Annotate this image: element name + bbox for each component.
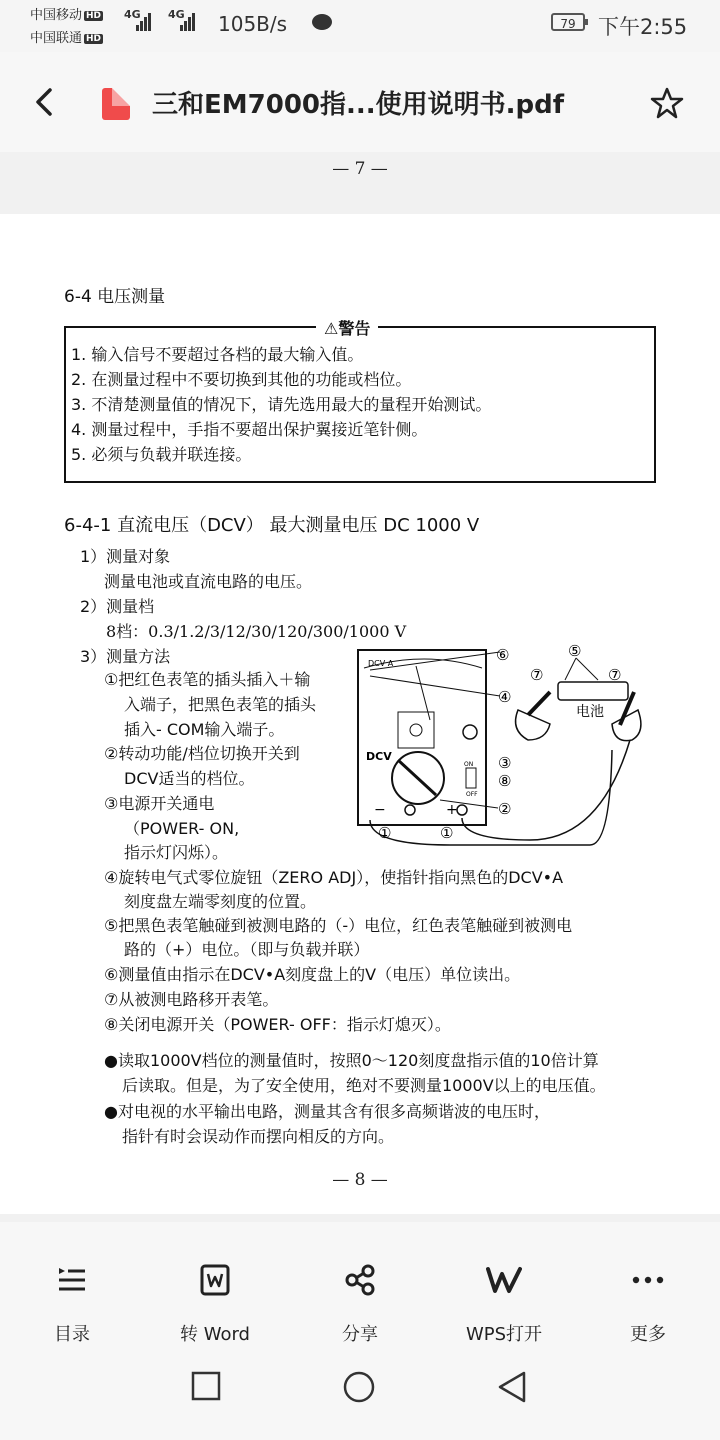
zero-adj-box [398, 712, 434, 748]
warning-list [71, 342, 491, 467]
word-doc-icon [200, 1264, 230, 1296]
hd-badge: HD [86, 34, 102, 44]
step-line: ⑧关闭电源开关（POWER- OFF：指示灯熄灭）。 [104, 1015, 451, 1034]
note-line: ●对电视的水平输出电路，测量其含有很多高频谐波的电压时， [104, 1102, 550, 1121]
subsection-title: 6-4-1 直流电压（DCV） 最大测量电压 DC 1000 V [64, 515, 480, 536]
zero-adj-knob [410, 724, 422, 736]
toc-button[interactable] [17, 1262, 127, 1346]
network-speed: 105B/s [218, 12, 288, 36]
status-bar [0, 0, 720, 52]
more-button[interactable] [593, 1262, 703, 1346]
share-label: 分享 [342, 1324, 378, 1345]
carrier-2: 中国联通 HD [30, 31, 102, 46]
signal-icon [180, 12, 196, 31]
callout-number: ⑧ [498, 772, 512, 790]
more-dots-icon [632, 1276, 664, 1284]
probe-black [528, 692, 550, 715]
network-type-2: 4G [168, 8, 185, 21]
step-line: ④旋转电气式零位旋钮（ZERO ADJ），使指针指向黑色的DCV•A [104, 868, 564, 887]
step-line: ②转动功能/档位切换开关到 [104, 744, 300, 763]
item-2-text: 8档：0.3/1.2/3/12/30/120/300/1000 V [106, 622, 407, 641]
step-line: DCV适当的档位。 [124, 769, 255, 788]
share-button[interactable] [305, 1262, 415, 1346]
item-1-text: 测量电池或直流电路的电压。 [104, 572, 313, 591]
hd-badge: HD [86, 11, 102, 21]
callout-number: ⑦ [530, 666, 544, 684]
callout-number: ④ [498, 688, 512, 706]
document-title: 三和EM7000指...使用说明书.pdf [152, 90, 565, 120]
step-line: （POWER- ON, [124, 819, 240, 838]
network-type-1: 4G [124, 8, 141, 21]
step-line: ⑦从被测电路移开表笔。 [104, 990, 279, 1009]
share-icon [344, 1264, 376, 1296]
home-icon[interactable] [342, 1370, 376, 1404]
probe-red [620, 692, 634, 725]
diagram-label: 电池 [576, 704, 604, 720]
callout-number: ⑦ [608, 666, 622, 684]
warning-item: 2. 在测量过程中不要切换到其他的功能或档位。 [71, 370, 412, 389]
diagram-label: − [374, 802, 386, 818]
clock: 下午2:55 [598, 15, 688, 39]
step-line: 路的（+）电位。（即与负载并联） [124, 940, 370, 959]
section-title: 6-4 电压测量 [64, 287, 166, 307]
diagram-label: DCV [366, 750, 392, 763]
callout-number: ⑥ [496, 646, 510, 664]
toc-label: 目录 [54, 1324, 90, 1345]
diagram-label: OFF [466, 791, 478, 798]
step-line: ③电源开关通电 [104, 794, 215, 813]
step-line: ⑥测量值由指示在DCV•A刻度盘上的V（电压）单位读出。 [104, 965, 521, 984]
callout-number: ② [498, 800, 512, 818]
page-number-bottom: — 8 — [332, 1170, 388, 1190]
battery-shape [558, 682, 628, 700]
step-line: 刻度盘左端零刻度的位置。 [124, 892, 317, 911]
star-icon[interactable] [650, 86, 684, 120]
step-line: 入端子，把黑色表笔的插头 [124, 695, 317, 714]
more-label: 更多 [630, 1324, 666, 1345]
leader-4 [370, 676, 500, 696]
callout-number: ① [440, 824, 454, 842]
leader-5 [565, 658, 576, 680]
led-indicator [463, 725, 477, 739]
recent-apps-icon[interactable] [190, 1370, 222, 1402]
back-nav-icon[interactable] [496, 1370, 528, 1404]
pdf-file-icon [102, 88, 130, 120]
diagram-label: + [446, 802, 458, 818]
wps-logo-icon [486, 1266, 522, 1294]
warning-item: 3. 不清楚测量值的情况下，请先选用最大的量程开始测试。 [71, 395, 492, 414]
com-terminal [405, 805, 415, 815]
page-number-top: — 7 — [332, 159, 388, 179]
callout-number: ③ [498, 754, 512, 772]
plus-terminal [457, 805, 467, 815]
bottom-toolbar [0, 1222, 720, 1440]
warning-item: 4. 测量过程中，手指不要超出保护翼接近笔针侧。 [71, 420, 428, 439]
diagram-label: ON [464, 761, 474, 768]
message-icon [312, 14, 332, 30]
to-word-button[interactable] [160, 1262, 270, 1346]
callout-number: ① [378, 824, 392, 842]
step-line: ①把红色表笔的插头插入＋输 [104, 670, 311, 689]
back-arrow-icon[interactable] [30, 82, 60, 122]
note-line: 后读取。但是，为了安全使用，绝对不要测量1000V以上的电压值。 [122, 1076, 606, 1095]
step-line: ⑤把黑色表笔触碰到被测电路的（-）电位，红色表笔触碰到被测电 [104, 916, 573, 935]
multimeter-diagram [350, 640, 680, 850]
item-2-label: 2）测量档 [80, 597, 155, 616]
battery-icon: 79 [551, 13, 585, 31]
power-switch [466, 768, 476, 788]
knob-pointer [398, 760, 436, 795]
step-line: 指示灯闪烁）。 [124, 843, 229, 862]
item-3-label: 3）测量方法 [80, 647, 171, 666]
wps-open-button[interactable] [449, 1262, 559, 1346]
warning-item: 5. 必须与负载并联连接。 [71, 445, 252, 464]
note-line: 指针有时会误动作而摆向相反的方向。 [122, 1127, 395, 1146]
item-1-label: 1）测量对象 [80, 547, 171, 566]
callout-number: ⑤ [568, 642, 582, 660]
black-lead [370, 750, 612, 845]
carrier-1: 中国移动 HD [30, 8, 102, 23]
to-word-label: 转 Word [180, 1324, 250, 1345]
leader-5 [576, 658, 598, 680]
warning-item: 1. 输入信号不要超过各档的最大输入值。 [71, 345, 364, 364]
hand-left [516, 710, 550, 740]
warning-box [64, 319, 656, 483]
wps-open-label: WPS打开 [465, 1324, 543, 1345]
signal-icon [136, 12, 152, 31]
title-bar [0, 52, 720, 152]
step-line: 插入- COM输入端子。 [124, 720, 285, 739]
list-icon [57, 1266, 87, 1294]
diagram-label: DCV A [368, 659, 394, 668]
warning-title: ⚠警告 [316, 316, 378, 339]
note-line: ●读取1000V档位的测量值时，按照0～120刻度盘指示值的10倍计算 [104, 1051, 599, 1070]
